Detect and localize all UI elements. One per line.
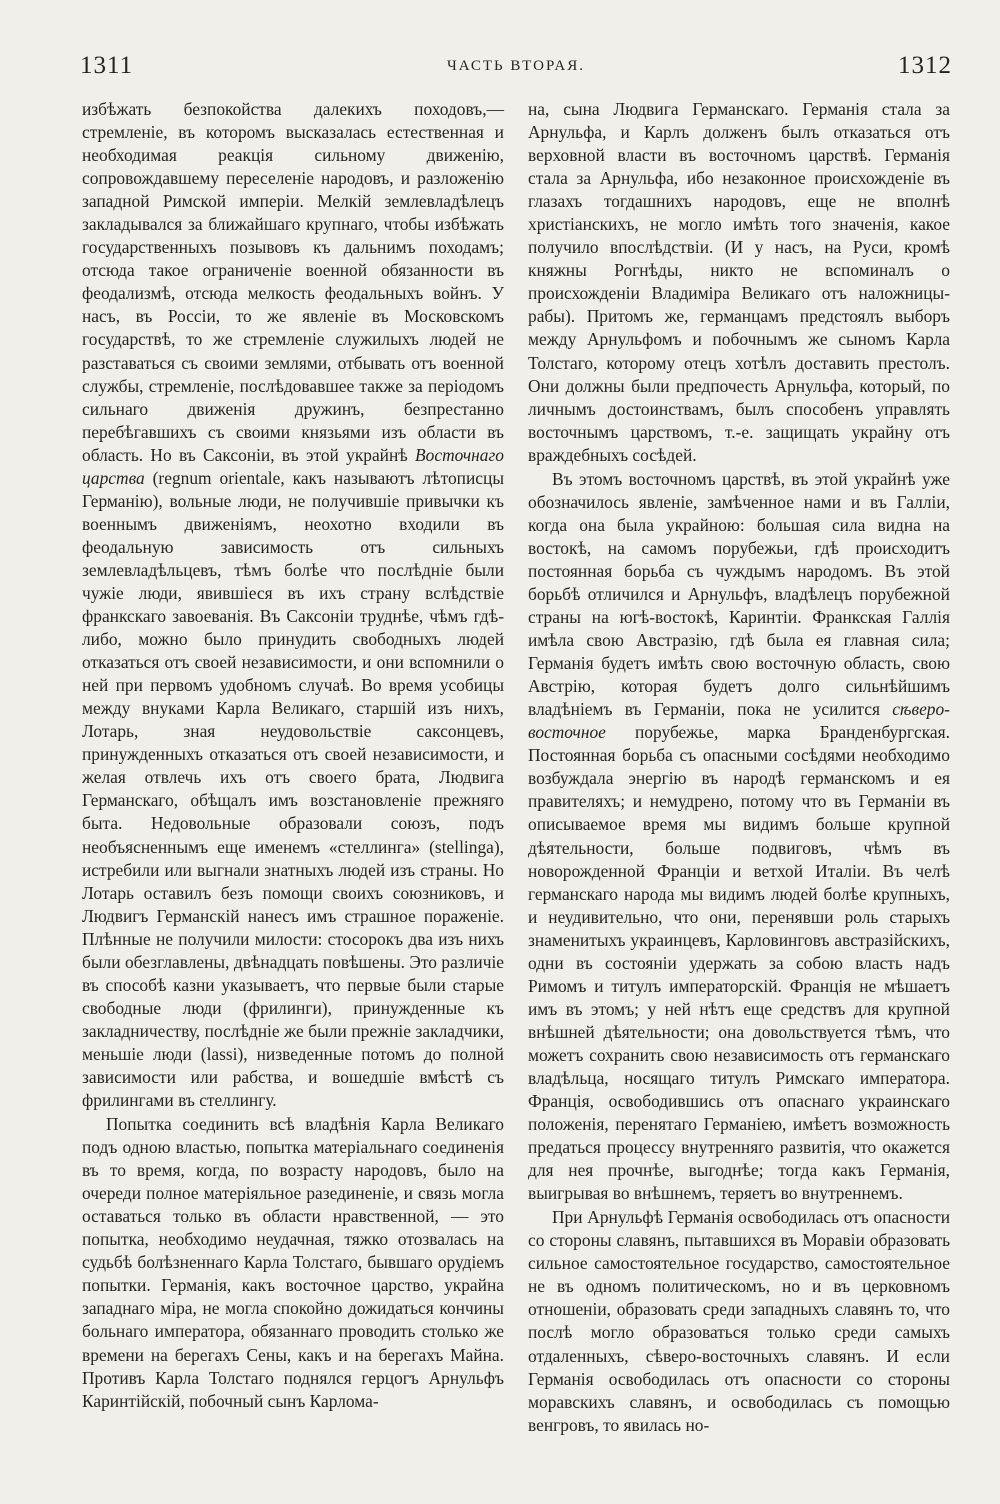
left-column xyxy=(82,98,504,1413)
page-number-right: 1312 xyxy=(898,52,952,79)
running-head xyxy=(80,52,952,88)
para-text: Бранденбургская. Постоянная борьба съ опасными сосѣдями необходимо возбуждала энергію въ народѣ германскомъ и ея правителяхъ; и немудрено, потому что въ Германіи въ описываемое время мы видимъ больше крупной дѣятельности, больше подвиговъ, чѣмъ въ новорожденной Франціи и ветхой Италіи. Въ челѣ германскаго народа мы видимъ людей болѣе крупныхъ, и неудивительно, что они, перенявши роль старыхъ знаменитыхъ украинцевъ, Карловинговъ австразійскихъ, одни въ состояніи удержать за собою власть надъ Римомъ и титулъ императорскій. Франція не мѣшаетъ имъ въ этомъ; у ней нѣтъ еще средствъ для крупной внѣшней дѣятельности; она довольствуется тѣмъ, что можетъ сохранить свою независимость отъ германскаго владѣльца, носящаго титулъ Римскаго императора. Франція, освободившись отъ опаснаго украинскаго положенія, перенятаго Германіею, имѣетъ возможность предаться процессу внутренняго развитія, что окажется для нея прочнѣе, выгоднѣе; тогда какъ Германія, выигрывая во внѣшнемъ, теряетъ во внутреннемъ. xyxy=(528,722,950,1204)
paragraph-left-2 xyxy=(82,1113,504,1413)
paragraph-right-1 xyxy=(528,98,950,467)
para-text: избѣжать безпокойства далекихъ походовъ,—стремленіе, въ которомъ высказалась естественная и необходимая реакція сильному движенію, сопровождавшему переселеніе народовъ, и разложенію западной Римской имперіи. Мелкій землевладѣлецъ закладывался за ближайшаго крупнаго, чтобы избѣжать государственныхъ позывовъ къ дальнимъ походамъ; отсюда такое ограниченіе военной обязанности въ феодализмѣ, отсюда мелкость феодальныхъ войнъ. У насъ, въ Россіи, то же явленіе въ Московскомъ государствѣ, то же стремленіе служилыхъ людей не разставаться съ своими землями, отбывать отъ военной службы, стремленіе, послѣдовавшее также за періодомъ сильнаго движенія дружинъ, безпрестанно перебѣгавшихъ съ своими князьями изъ области въ область. Но въ Саксоніи, xyxy=(82,99,504,465)
emphasis-text: сѣверо-восточное xyxy=(528,699,950,743)
para-text: Попытка соединить всѣ владѣнія Карла Великаго подъ одною властью, попытка матеріальнаго соединенія въ то время, когда, по возрасту народовъ, было на очереди полное матеріяльное разединеніе, и связь могла оставаться только въ области нравственной, — это попытка, необходимо неудачная, тяжко отозвалась на судьбѣ болѣзненнаго Карла Толстаго, бывшаго орудіемъ попытки. Германія, какъ восточное царство, украйна западнаго міра, не могла спокойно дожидаться кончины больнаго императора, обязаннаго проводить столько же времени на берегахъ Сены, какъ и на берегахъ Майна. Противъ Карла Толстаго поднялся герцогъ Арнульфъ Каринтійскій, побочный сынъ Карлома- xyxy=(82,1114,504,1411)
para-text-post: (regnum xyxy=(144,467,212,488)
para-text: При Арнульфѣ Германія освободилась отъ опасности со стороны славянъ, пытавшихся въ Моравіи образовать сильное самостоятельное государство, самостоятельное не въ одномъ политическомъ, но и въ церковномъ отношеніи, образовать среди западныхъ славянъ то, что послѣ могло образоваться только среди самыхъ отдаленныхъ, сѣверо-восточныхъ славянъ. И если Германія освободилась отъ опасности со стороны моравскихъ славянъ, и освободилась съ помощью венгровъ, то явилась но- xyxy=(528,1207,950,1435)
para-text-post: порубежье, марка xyxy=(605,722,791,743)
paragraph-right-3 xyxy=(528,1206,950,1436)
para-text-pre: усилится xyxy=(812,699,893,720)
paragraph-right-2 xyxy=(528,468,950,1206)
right-column xyxy=(528,98,950,1437)
para-text-pre: въ этой украйнѣ xyxy=(281,444,416,465)
para-text: Въ этомъ восточномъ царствѣ, въ этой украйнѣ уже обозначилось явленіе, замѣченное нами и въ Галліи, когда она была украйною: большая сила видна на востокѣ, на самомъ порубежьи, гдѣ происходитъ постоянная борьба съ чуждымъ народомъ. Въ этой борьбѣ отличился и Арнульфъ, владѣлецъ порубежной страны на югѣ-востокѣ, Каринтіи. Франкская Галлія имѣла свою Австразію, гдѣ была ея главная сила; Германія будетъ имѣть свою восточную область, свою Австрію, которая будетъ долго сильнѣйшимъ владѣніемъ въ Германіи, пока не xyxy=(528,468,950,720)
running-title: ЧАСТЬ ВТОРАЯ. xyxy=(447,58,585,74)
para-text: на, сына Людвига Германскаго. Германія стала за Арнульфа, и Карлъ долженъ былъ отказаться отъ верховной власти въ восточномъ царствѣ. Германія стала за Арнульфа, ибо незаконное происхожденіе въ глазахъ тогдашнихъ народовъ, еще не вполнѣ христіанскихъ, не могло имѣть того значенія, какое получило впослѣдствіи. (И у насъ, на Руси, кромѣ княжны Рогнѣды, никто не вспоминалъ о происхожденіи Владиміра Великаго отъ наложницы-рабы). Притомъ же, германцамъ предстоялъ выборъ между Арнульфомъ и побочнымъ же сыномъ Карла Толстаго, которому отецъ хотѣлъ доставить престолъ. Они должны были предпочесть Арнульфа, который, по личнымъ достоинствамъ, былъ способенъ управлять восточнымъ царствомъ, т.-е. защищать украйну отъ враждебныхъ сосѣдей. xyxy=(528,99,950,465)
emphasis-text: Восточнаго царства xyxy=(82,444,504,488)
paragraph-left-1 xyxy=(82,98,504,1112)
para-text: orientale, какъ называютъ лѣтописцы Германію), вольные люди, не получившіе привычки къ военнымъ движеніямъ, неохотно входили въ феодальную зависимость отъ сильныхъ землевладѣльцевъ, тѣмъ болѣе что послѣдніе были чужіе люди, явившіеся въ ихъ страну вслѣдствіе франкскаго завоеванія. Въ Саксоніи труднѣе, чѣмъ гдѣ-либо, можно было принудить свободныхъ людей отказаться отъ своей независимости, и они вспомнили о ней при первомъ удобномъ случаѣ. Во время усобицы между внуками Карла Великаго, старшій изъ нихъ, Лотарь, зная неудовольствіе саксонцевъ, принужденныхъ отказаться отъ своей независимости, и желая отвлечь ихъ отъ своего брата, Людвига Германскаго, обѣщалъ имъ возстановленіе прежняго быта. Недовольные образовали союзъ, подъ необъясненнымъ еще именемъ «стеллинга» (stellinga), истребили или выгнали знатныхъ людей изъ страны. Но Лотарь оставилъ безъ помощи своихъ союзниковъ, и Людвигъ Германскій нанесъ имъ страшное пораженіе. Плѣнные не получили милости: стосорокъ два изъ нихъ были обезглавлены, двѣнадцать повѣшены. Это различіе въ способѣ казни указываетъ, что первые были старые свободные люди (фрилинги), принужденные къ закладничеству, послѣдніе же были прежніе закладчики, меньшіе люди (lassi), низведенные потомъ до полной зависимости или рабства, и вошедшіе вмѣстѣ съ фрилингами въ стеллингу. xyxy=(82,467,505,1111)
page-number-left: 1311 xyxy=(80,52,134,79)
